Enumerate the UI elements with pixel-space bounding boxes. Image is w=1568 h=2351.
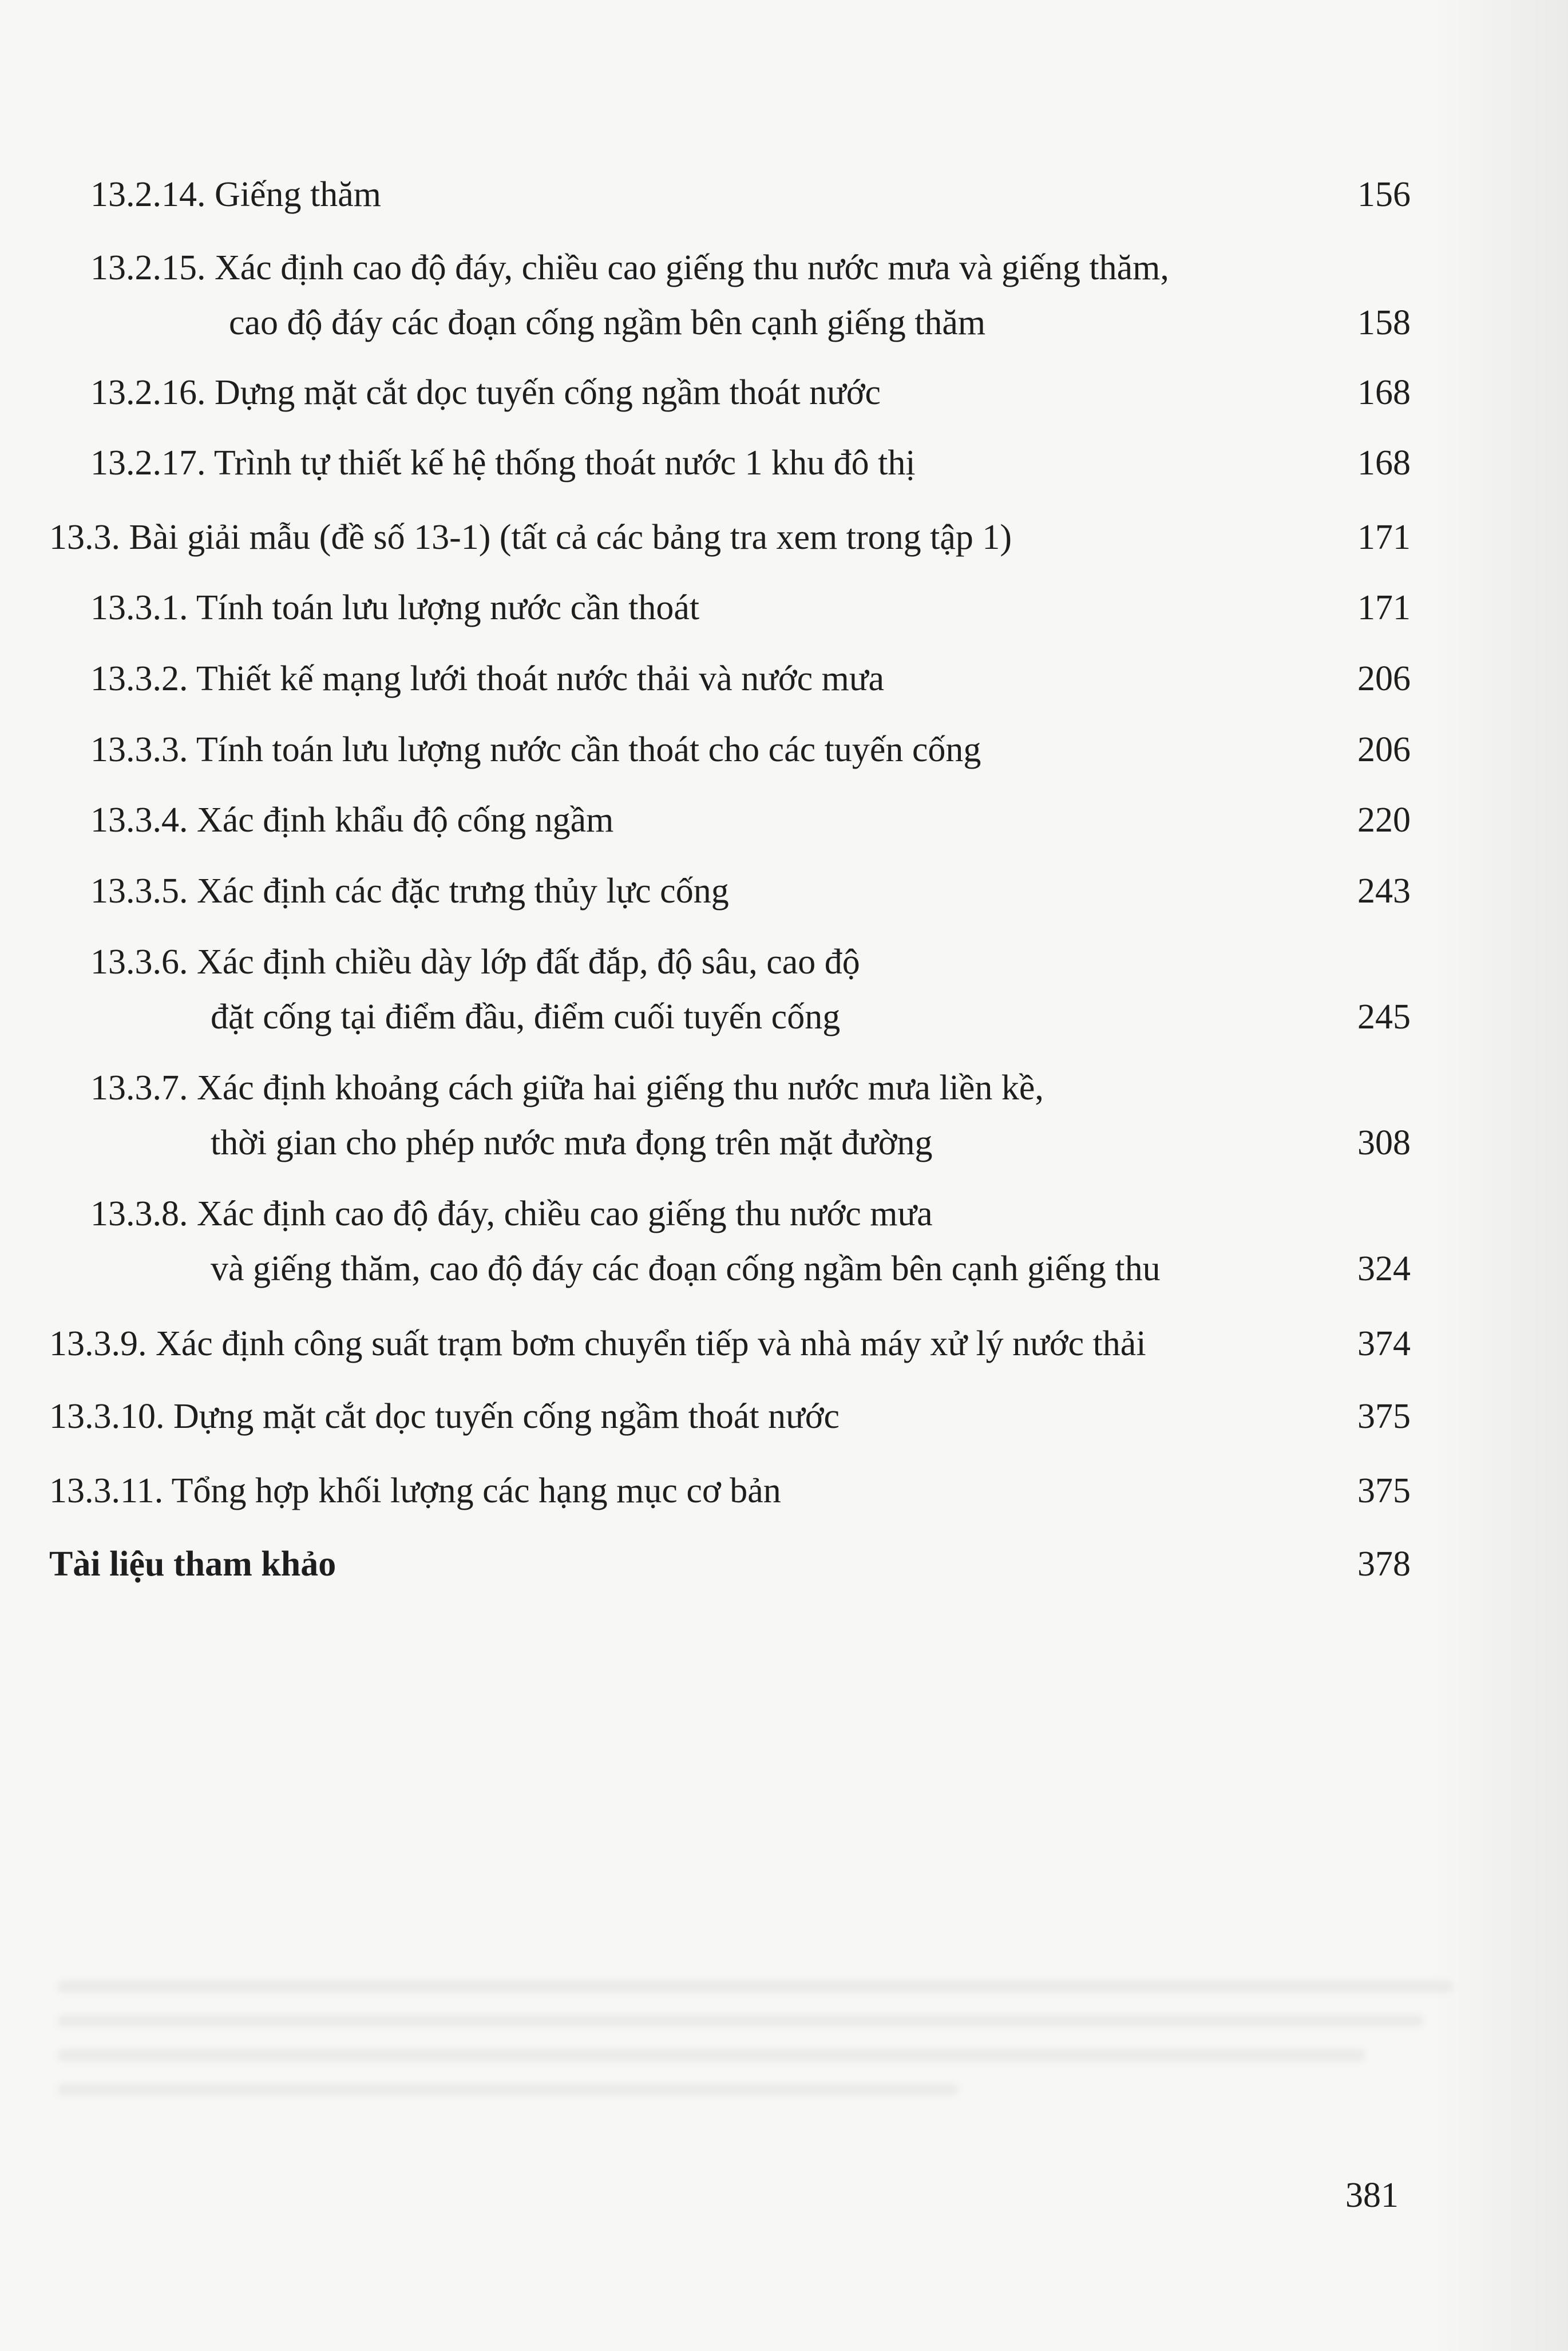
toc-entry-page: 206 bbox=[1357, 659, 1411, 698]
toc-entry-number: 13.3.6. bbox=[90, 943, 188, 981]
toc-entry-title bbox=[49, 1463, 781, 1518]
toc-entry-text: Tổng hợp khối lượng các hạng mục cơ bản bbox=[171, 1471, 781, 1510]
toc-entry-number: 13.3.2. bbox=[90, 659, 188, 698]
toc-entry-title bbox=[90, 436, 916, 490]
show-through-text bbox=[57, 1980, 1511, 2118]
toc-entry-number: 13.2.15. bbox=[90, 248, 206, 287]
toc-entry-text: Xác định khoảng cách giữa hai giếng thu nước mưa liền kề, bbox=[197, 1068, 1044, 1107]
toc-entry-number: 13.3.8. bbox=[90, 1194, 188, 1233]
toc-entry-page: 374 bbox=[1357, 1324, 1411, 1363]
toc-entry-title bbox=[90, 935, 860, 1044]
toc-entry-page: 375 bbox=[1357, 1471, 1411, 1510]
toc-entry-text: Xác định công suất trạm bơm chuyển tiếp và nhà máy xử lý nước thải bbox=[156, 1324, 1146, 1363]
toc-entry-page: 168 bbox=[1357, 444, 1411, 482]
toc-entry-text-continued: thời gian cho phép nước mưa đọng trên mặt đường bbox=[211, 1123, 933, 1162]
toc-entry-text-continued: đặt cống tại điểm đầu, điểm cuối tuyến cống bbox=[211, 998, 841, 1036]
toc-entry-title bbox=[90, 365, 881, 420]
toc-entry-text: Xác định cao độ đáy, chiều cao giếng thu nước mưa bbox=[197, 1194, 933, 1233]
toc-entry-title bbox=[90, 864, 729, 919]
toc-entry-number: 13.3.1. bbox=[90, 588, 188, 627]
toc-entry-number: 13.3.10. bbox=[49, 1397, 165, 1436]
toc-entry-number: 13.2.16. bbox=[90, 373, 206, 412]
toc-entry-text: Dựng mặt cắt dọc tuyến cống ngầm thoát nước bbox=[173, 1397, 840, 1436]
toc-entry-page: 245 bbox=[1357, 998, 1411, 1036]
toc-entry-page: 156 bbox=[1357, 175, 1411, 214]
toc-entry-number: 13.3.7. bbox=[90, 1068, 188, 1107]
toc-entry-title bbox=[90, 240, 1169, 350]
toc-entry-text: Xác định các đặc trưng thủy lực cống bbox=[197, 872, 729, 911]
toc-entry-number: 13.3.11. bbox=[49, 1471, 164, 1510]
toc-entry-page: 375 bbox=[1357, 1397, 1411, 1436]
toc-entry-title bbox=[90, 1060, 1044, 1170]
toc-entry-text: Bài giải mẫu (đề số 13-1) (tất cả các bảng tra xem trong tập 1) bbox=[129, 518, 1012, 557]
page-number: 381 bbox=[1345, 2176, 1399, 2215]
toc-entry-page: 171 bbox=[1357, 518, 1411, 557]
toc-entry-page: 168 bbox=[1357, 373, 1411, 412]
toc-entry-number: 13.3.5. bbox=[90, 872, 188, 911]
toc-entry-title bbox=[49, 1316, 1146, 1371]
toc-entry-text: Tính toán lưu lượng nước cần thoát cho các tuyến cống bbox=[196, 730, 981, 769]
toc-entry-title bbox=[90, 651, 884, 706]
toc-entry-page: 171 bbox=[1357, 588, 1411, 627]
toc-entry-page: 243 bbox=[1357, 872, 1411, 911]
toc-entry-title bbox=[49, 1389, 840, 1444]
toc-entry-title: Tài liệu tham khảo bbox=[49, 1545, 336, 1584]
toc-entry-page: 378 bbox=[1357, 1545, 1411, 1584]
toc-entry-number: 13.3.4. bbox=[90, 801, 188, 840]
toc-entry-page: 158 bbox=[1357, 303, 1411, 342]
toc-entry-page: 206 bbox=[1357, 730, 1411, 769]
toc-entry-number: 13.2.14. bbox=[90, 175, 206, 214]
toc-entry-text: Xác định khẩu độ cống ngầm bbox=[197, 801, 614, 840]
toc-entry-page: 324 bbox=[1357, 1249, 1411, 1288]
toc-entry-page: 308 bbox=[1357, 1123, 1411, 1162]
toc-entry-text-continued: và giếng thăm, cao độ đáy các đoạn cống ngầm bên cạnh giếng thu bbox=[211, 1249, 1161, 1288]
toc-entry-text: Dựng mặt cắt dọc tuyến cống ngầm thoát nước bbox=[215, 373, 881, 412]
toc-entry-number: 13.3.3. bbox=[90, 730, 188, 769]
toc-entry-page: 220 bbox=[1357, 801, 1411, 840]
toc-entry-text-continued: cao độ đáy các đoạn cống ngầm bên cạnh giếng thăm bbox=[229, 303, 986, 342]
toc-entry-title bbox=[90, 580, 699, 635]
toc-entry-number: 13.3.9. bbox=[49, 1324, 147, 1363]
toc-entry-title bbox=[90, 167, 381, 222]
toc-entry-text: Trình tự thiết kế hệ thống thoát nước 1 khu đô thị bbox=[213, 444, 916, 482]
toc-entry-text: Thiết kế mạng lưới thoát nước thải và nước mưa bbox=[196, 659, 884, 698]
toc-entry-text: Giếng thăm bbox=[215, 175, 381, 214]
toc-entry-number: 13.2.17. bbox=[90, 444, 206, 482]
toc-entry-text: Xác định cao độ đáy, chiều cao giếng thu nước mưa và giếng thăm, bbox=[215, 248, 1169, 287]
toc-entry-text: Xác định chiều dày lớp đất đắp, độ sâu, cao độ bbox=[197, 943, 860, 981]
toc-entry-number: 13.3. bbox=[49, 518, 120, 557]
toc-entry-text: Tính toán lưu lượng nước cần thoát bbox=[196, 588, 700, 627]
toc-entry-title bbox=[49, 510, 1012, 565]
toc-entry-title bbox=[90, 793, 613, 848]
toc-entry-title bbox=[90, 722, 981, 777]
toc-entry-title bbox=[90, 1186, 1161, 1296]
